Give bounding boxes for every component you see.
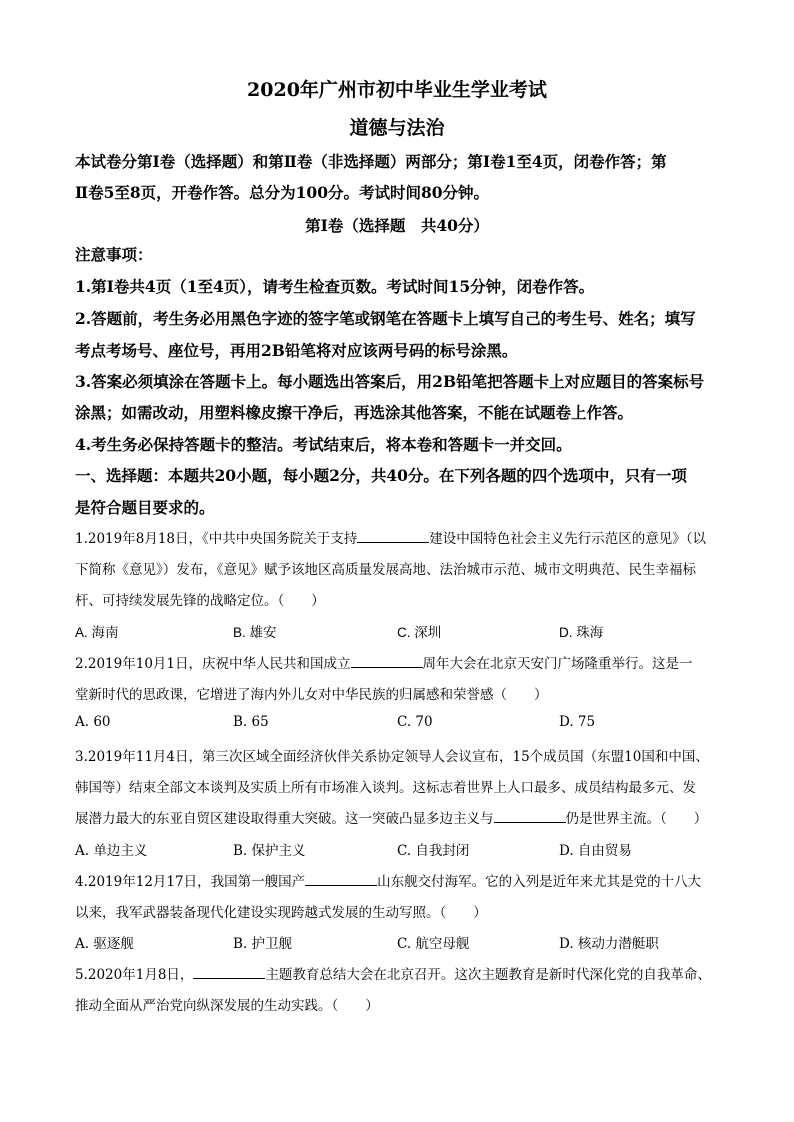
question-3-blank [494, 810, 566, 823]
question-2-text-a: 2.2019年10月1日，庆祝中华人民共和国成立 [75, 656, 351, 672]
question-1-option-d: D. 珠海 [559, 625, 604, 640]
question-4-option-d: D. 核动力潜艇职 [559, 936, 659, 952]
question-1-option-a: A. 海南 [75, 625, 119, 640]
question-3-text-a: 展潜力最大的东亚自贸区建设取得重大突破。这一突破凸显多边主义与 [75, 811, 494, 827]
question-2-option-c: C. 70 [397, 714, 433, 730]
question-4-line-1 [75, 870, 701, 890]
question-2-option-d: D. 75 [559, 714, 596, 730]
question-2-option-b: B. 65 [233, 714, 269, 730]
question-3-option-d: D. 自由贸易 [559, 843, 632, 859]
question-3-line-1: 3.2019年11月4日，第三次区域全面经济伙伴关系协定领导人会议宣布，15个成员国（东盟10国和中国、 [75, 749, 709, 765]
note-1: 1.第Ⅰ卷共4页（1至4页），请考生检查页数。考试时间15分钟，闭卷作答。 [75, 277, 595, 296]
question-2-line-1 [75, 652, 693, 672]
question-1-option-c: C. 深圳 [397, 625, 442, 640]
note-2-line-2: 考点考场号、座位号，再用2B铅笔将对应该两号码的标号涂黑。 [75, 341, 518, 360]
question-1-line-3: 杆、可持续发展先锋的战略定位。（ ） [75, 593, 325, 609]
question-3-line-3 [75, 807, 707, 827]
question-3-option-c: C. 自我封闭 [397, 843, 470, 859]
question-2-line-2: 堂新时代的思政课，它增进了海内外儿女对中华民族的归属感和荣誉感（ ） [75, 687, 548, 703]
question-1-line-2: 下简称《意见》）发布，《意见》赋予该地区高质量发展高地、法治城市示范、城市文明典范、民生幸福标 [75, 562, 696, 578]
intro-line-1: 本试卷分第Ⅰ卷（选择题）和第Ⅱ卷（非选择题）两部分；第Ⅰ卷1至4页，闭卷作答；第 [75, 152, 667, 171]
question-3-option-b: B. 保护主义 [233, 843, 306, 859]
question-2-text-b: 周年大会在北京天安门广场隆重举行。这是一 [422, 656, 693, 672]
note-2-line-1: 2.答题前，考生务必用黑色字迹的签字笔或钢笔在答题卡上填写自己的考生号、姓名；填写 [75, 309, 696, 328]
question-1-option-b: B. 雄安 [233, 625, 277, 640]
question-3-line-2: 韩国等）结束全部文本谈判及实质上所有市场准入谈判。这标志着世界上人口最多、成员结构最多元、发 [75, 780, 696, 796]
question-1-text-b: 建设中国特色社会主义先行示范区的意见》（以 [429, 531, 707, 547]
intro-line-2: Ⅱ卷5至8页，开卷作答。总分为100分。考试时间80分钟。 [75, 183, 490, 202]
section-heading: 第Ⅰ卷（选择题 共40分） [305, 216, 489, 235]
question-4-option-b: B. 护卫舰 [233, 936, 293, 952]
question-1-blank [357, 530, 429, 543]
note-4: 4.考生务必保持答题卡的整洁。考试结束后，将本卷和答题卡一并交回。 [75, 435, 572, 454]
exam-subject: 道德与法治 [349, 117, 445, 139]
note-3-line-2: 涂黑；如需改动，用塑料橡皮擦干净后，再选涂其他答案，不能在试题卷上作答。 [75, 403, 634, 422]
question-5-text-a: 5.2020年1月8日， [75, 967, 194, 983]
question-5-blank [193, 966, 265, 979]
question-3-option-a: A. 单边主义 [75, 843, 148, 859]
question-2-blank [351, 655, 423, 668]
note-3-line-1: 3.答案必须填涂在答题卡上。每小题选出答案后，用2B铅笔把答题卡上对应题目的答案标号 [75, 372, 705, 391]
question-4-option-c: C. 航空母舰 [397, 936, 470, 952]
notes-heading: 注意事项： [75, 245, 153, 264]
question-5-line-2: 推动全面从严治党向纵深发展的生动实践。（ ） [75, 998, 379, 1014]
question-3-text-b: 仍是世界主流。（ ） [565, 811, 708, 827]
question-2-option-a: A. 60 [75, 714, 111, 730]
question-4-line-2: 以来，我军武器装备现代化建设实现跨越式发展的生动写照。（ ） [75, 905, 487, 921]
question-4-blank [305, 873, 377, 886]
question-5-text-b: 主题教育总结大会在北京召开。这次主题教育是新时代深化党的自我革命、 [265, 967, 711, 983]
question-1-line-1 [75, 527, 706, 547]
part1-instruction-line-1: 一、选择题：本题共20小题，每小题2分，共40分。在下列各题的四个选项中，只有一项 [75, 466, 687, 485]
question-4-text-b: 山东舰交付海军。它的入列是近年来尤其是党的十八大 [377, 874, 702, 890]
question-5-line-1 [75, 963, 711, 983]
question-4-option-a: A. 驱逐舰 [75, 936, 134, 952]
question-4-text-a: 4.2019年12月17日，我国第一艘国产 [75, 874, 306, 890]
exam-title: 2020年广州市初中毕业生学业考试 [247, 79, 547, 101]
part1-instruction-line-2: 是符合题目要求的。 [75, 498, 215, 517]
question-1-text-a: 1.2019年8月18日，《中共中央国务院关于支持 [75, 531, 358, 547]
